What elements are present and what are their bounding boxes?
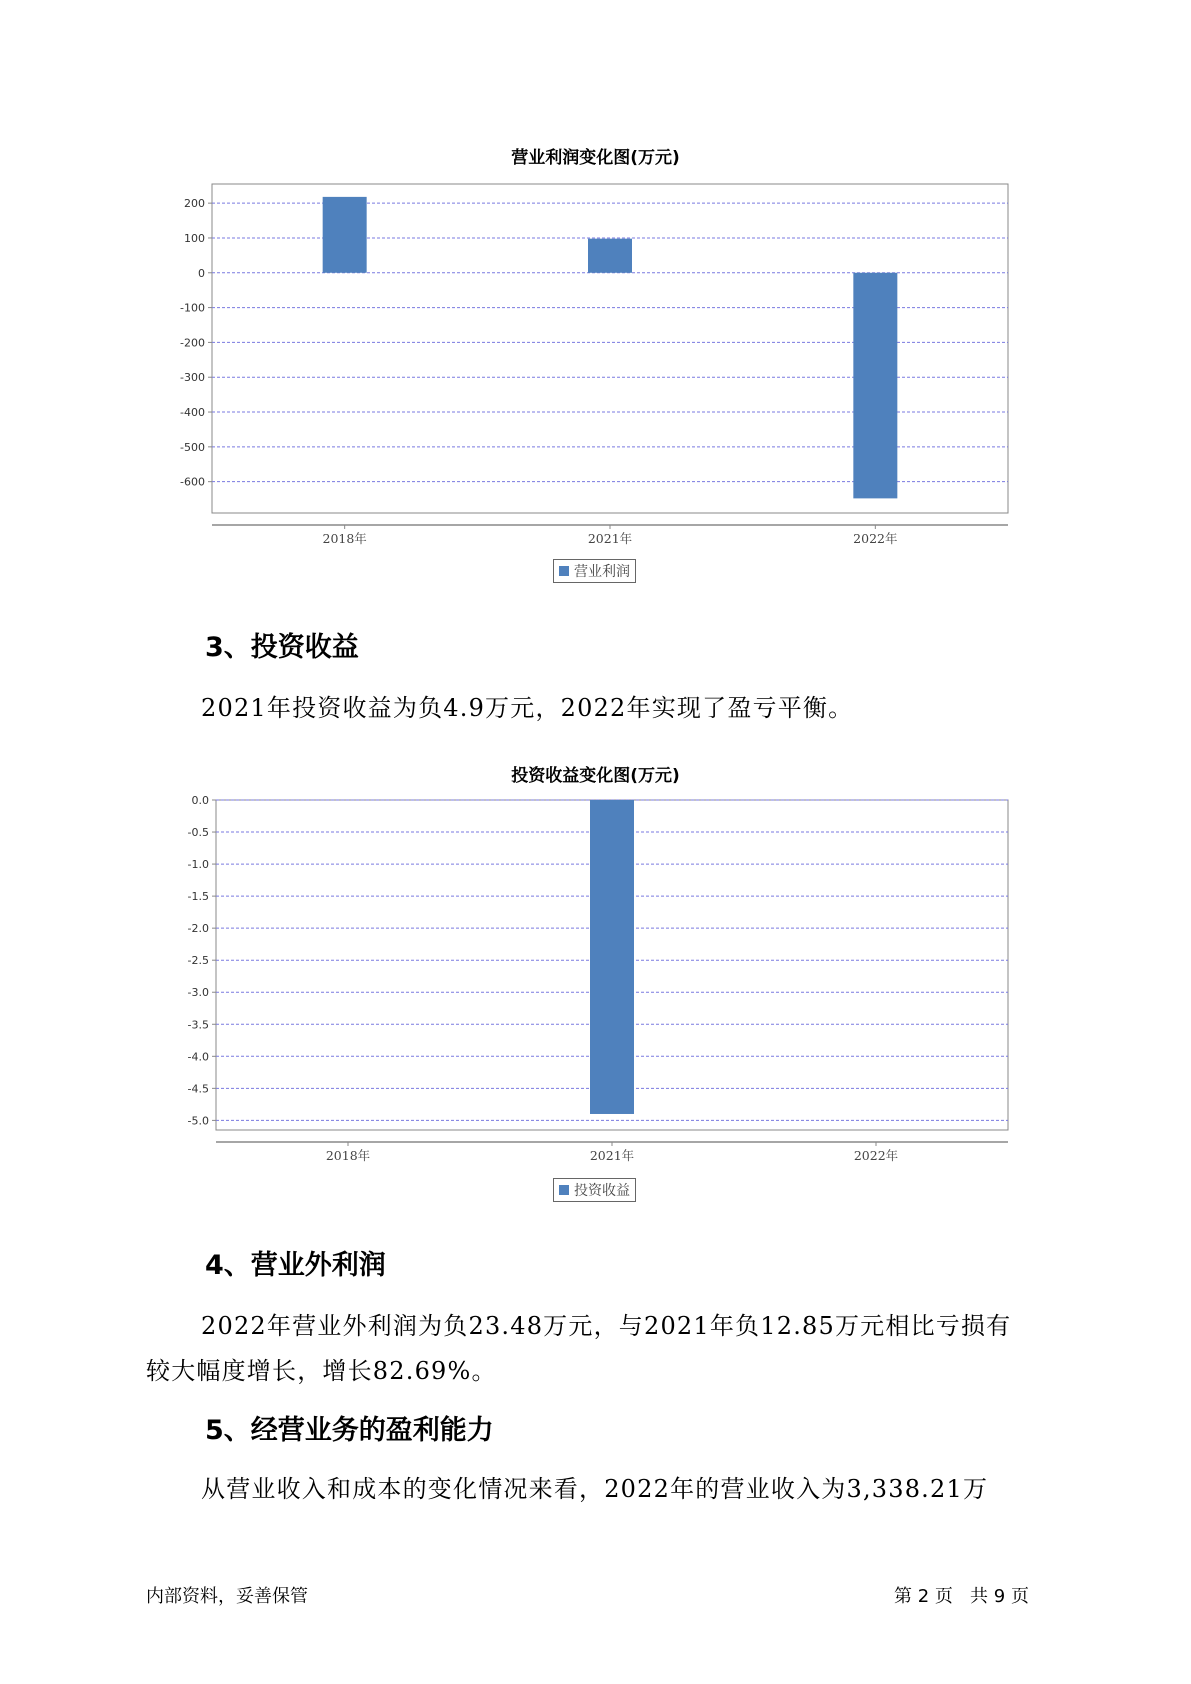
chart2-title: 投资收益变化图(万元) — [511, 766, 680, 786]
y-tick-label: -500 — [180, 440, 205, 454]
x-tick-label: 2022年 — [853, 531, 898, 546]
y-tick-label: -4.0 — [187, 1050, 209, 1064]
y-tick-label: -400 — [180, 406, 205, 420]
y-tick-label: -0.5 — [187, 826, 209, 840]
footer-page-number: 第 2 页 共 9 页 — [894, 1586, 1029, 1607]
y-tick-label: -1.5 — [187, 890, 209, 904]
bar-2021年 — [590, 800, 634, 1114]
section-3-text: 2021年投资收益为负4.9万元，2022年实现了盈亏平衡。 — [201, 694, 854, 722]
chart1-legend-label: 营业利润 — [574, 564, 630, 580]
section-5-heading: 5、经营业务的盈利能力 — [205, 1415, 494, 1446]
x-tick-label: 2022年 — [853, 1148, 899, 1163]
section-4-heading: 4、营业外利润 — [205, 1250, 386, 1281]
y-tick-label: -200 — [180, 336, 205, 350]
y-tick-label: -3.5 — [187, 1018, 209, 1032]
y-tick-label: -600 — [180, 475, 205, 489]
y-tick-label: -2.5 — [187, 954, 209, 968]
x-tick-label: 2018年 — [322, 531, 367, 546]
y-tick-label: -4.5 — [187, 1082, 209, 1096]
y-tick-label: -5.0 — [187, 1114, 209, 1128]
section-4-text-line2: 较大幅度增长，增长82.69%。 — [146, 1357, 497, 1385]
x-tick-label: 2021年 — [589, 1148, 635, 1163]
y-tick-label: -100 — [180, 301, 205, 315]
y-tick-label: -1.0 — [187, 858, 209, 872]
y-tick-label: -300 — [180, 371, 205, 385]
y-tick-label: 0 — [198, 266, 205, 280]
x-tick-label: 2018年 — [325, 1148, 371, 1163]
y-tick-label: 0.0 — [191, 794, 209, 807]
chart2-legend — [553, 1178, 636, 1202]
section-3-heading: 3、投资收益 — [205, 632, 359, 663]
y-tick-label: -3.0 — [187, 986, 209, 1000]
section-4-text-line1: 2022年营业外利润为负23.48万元，与2021年负12.85万元相比亏损有 — [201, 1312, 1012, 1340]
x-tick-label: 2021年 — [587, 531, 633, 546]
chart2-legend-label: 投资收益 — [574, 1183, 630, 1199]
y-tick-label: 200 — [184, 197, 205, 211]
y-tick-label: -2.0 — [187, 922, 209, 936]
footer-left: 内部资料，妥善保管 — [146, 1586, 308, 1607]
y-tick-label: 100 — [184, 231, 205, 245]
section-5-text: 从营业收入和成本的变化情况来看，2022年的营业收入为3,338.21万 — [201, 1475, 989, 1503]
legend-swatch — [559, 1185, 569, 1195]
chart1-title: 营业利润变化图(万元) — [511, 148, 680, 168]
